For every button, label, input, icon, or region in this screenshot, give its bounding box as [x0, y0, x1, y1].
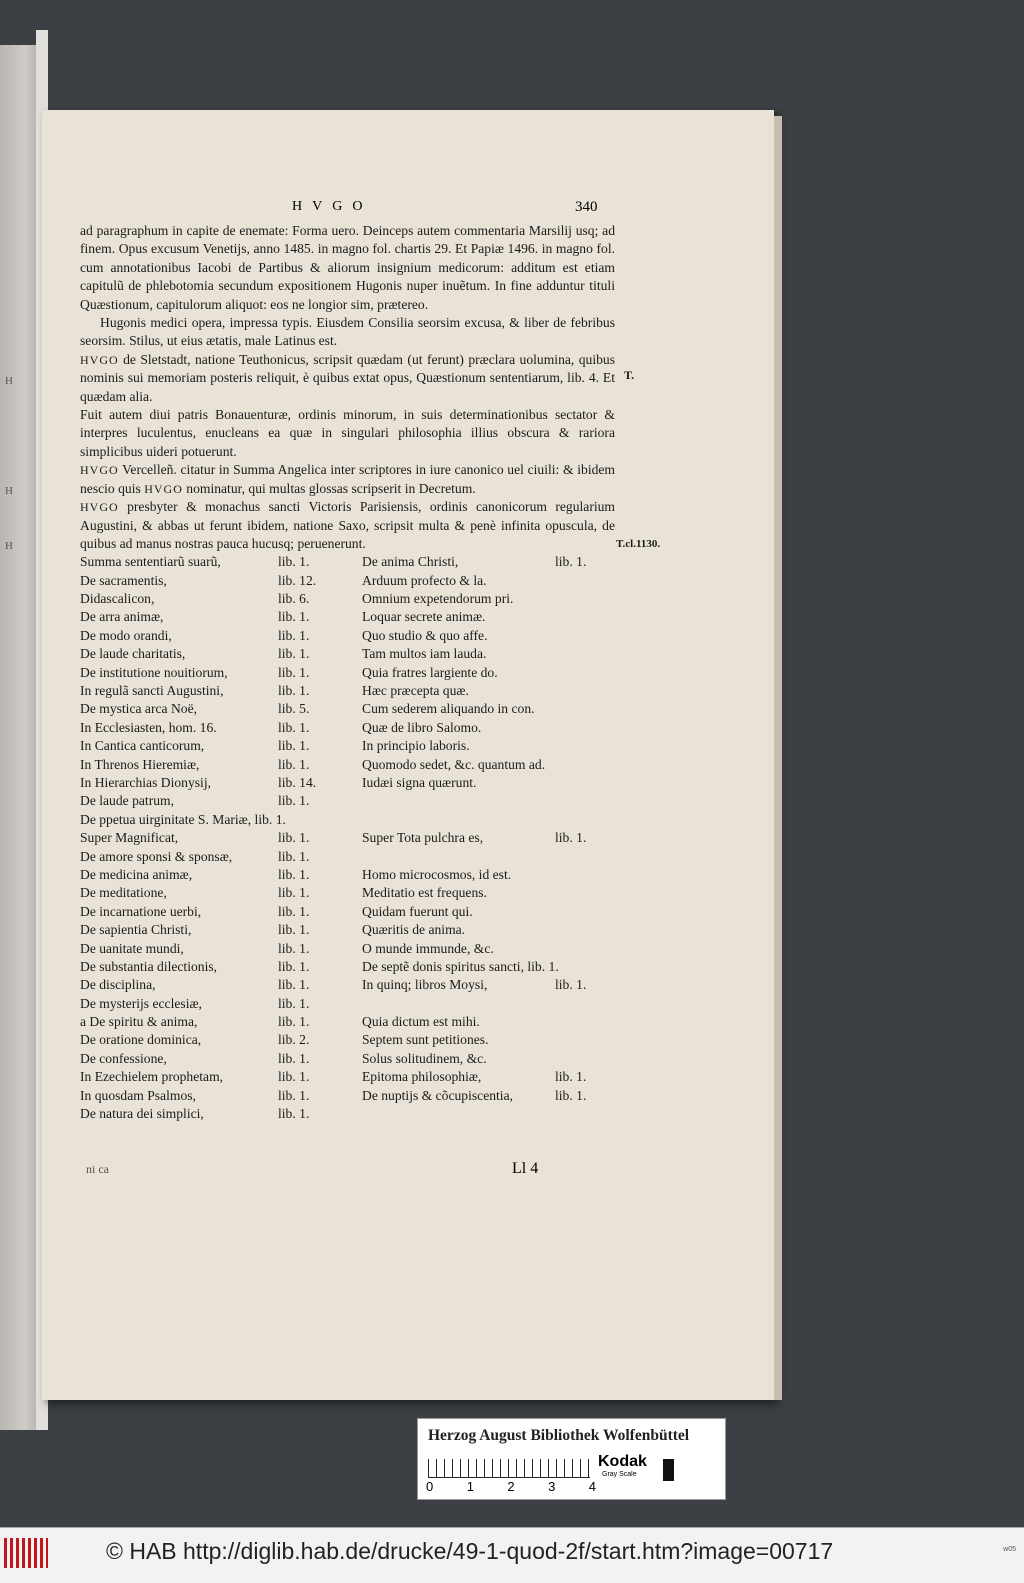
- incipit-books: [555, 572, 615, 590]
- work-row: [80, 664, 615, 682]
- work-books: lib. 1.: [278, 958, 310, 974]
- incipit-books: [555, 1013, 615, 1031]
- work-row: [80, 627, 615, 645]
- work-books: lib. 1.: [278, 848, 310, 864]
- work-books: lib. 1.: [278, 683, 310, 699]
- gray-scale-swatch: [652, 1459, 674, 1481]
- running-header: [42, 199, 774, 223]
- work-books: lib. 1.: [278, 554, 310, 570]
- incipit: Iudæi signa quærunt.: [362, 775, 477, 790]
- work-row: [80, 921, 615, 939]
- work-row: [80, 848, 615, 866]
- work-title: In Threnos Hieremiæ,: [80, 756, 200, 772]
- work-books: lib. 1.: [278, 903, 310, 919]
- work-title: De confessione,: [80, 1050, 167, 1066]
- incipit-books: lib. 1.: [555, 1087, 587, 1103]
- work-title: De oratione dominica,: [80, 1032, 202, 1048]
- work-books: lib. 1.: [278, 719, 310, 735]
- paragraph-text: de Sletstadt, natione Teuthonicus, scripsit quædam (ut ferunt) præclara uolumina, quibus nominis sui memoriam posteris reliquit, è quibus extat opus, Quæstionum sententiarum, lib. 4. Et quædam alia.: [80, 351, 615, 404]
- footer-small-text: w05: [1003, 1546, 1016, 1553]
- incipit: De nuptijs & cõcupiscentia,: [362, 1087, 514, 1103]
- incipit: Septem sunt petitiones.: [362, 1032, 489, 1048]
- work-books: lib. 1.: [278, 609, 310, 625]
- work-title: De institutione nouitiorum,: [80, 664, 228, 680]
- work-books: lib. 1.: [278, 830, 310, 846]
- work-books: lib. 1.: [278, 1050, 310, 1066]
- viewer-footer: [0, 1527, 1024, 1583]
- incipit: Quia fratres largiente do.: [362, 664, 498, 680]
- work-row: [80, 1050, 615, 1068]
- work-row: [80, 590, 615, 608]
- work-title: In regulã sancti Augustini,: [80, 683, 224, 699]
- work-title: De modo orandi,: [80, 627, 172, 643]
- work-books: lib. 1.: [278, 1069, 310, 1085]
- work-row: [80, 700, 615, 718]
- paragraph: [80, 498, 615, 553]
- incipit: Solus solitudinem, &c.: [362, 1050, 487, 1066]
- incipit-books: [555, 627, 615, 645]
- work-books: [278, 811, 362, 829]
- incipit-books: [555, 1050, 615, 1068]
- incipit-books: [555, 700, 615, 718]
- work-row: [80, 884, 615, 902]
- incipit-books: [555, 719, 615, 737]
- work-row: [80, 1068, 615, 1086]
- bleed-through-text: ni ca: [86, 1162, 109, 1176]
- author-name: HVGO: [144, 481, 183, 496]
- ruler-number: 3: [548, 1479, 556, 1494]
- work-title: In Hierarchias Dionysij,: [80, 775, 211, 790]
- incipit: Quo studio & quo affe.: [362, 627, 488, 643]
- incipit: Quæ de libro Salomo.: [362, 719, 482, 735]
- work-title: In Ecclesiasten, hom. 16.: [80, 719, 217, 735]
- incipit-books: [555, 737, 615, 755]
- incipit: Cum sederem aliquando in con.: [362, 701, 535, 717]
- work-row: [80, 1087, 615, 1105]
- paragraph-text: Vercelleñ. citatur in Summa Angelica inter scriptores in iure canonico uel ciuili: & ibidem nescio quis: [80, 462, 615, 496]
- incipit-books: lib. 1.: [555, 1069, 587, 1085]
- work-books: lib. 1.: [278, 885, 310, 901]
- incipit-books: [555, 811, 615, 829]
- incipit: Tam multos iam lauda.: [362, 646, 487, 662]
- ruler-number: 4: [588, 1479, 596, 1494]
- work-books: lib. 1.: [278, 756, 310, 772]
- work-books: lib. 1.: [278, 866, 310, 882]
- incipit-books: [555, 664, 615, 682]
- work-row: [80, 645, 615, 663]
- work-title: De disciplina,: [80, 977, 156, 993]
- incipit: Meditatio est frequens.: [362, 885, 487, 901]
- footer-url-text[interactable]: © HAB http://diglib.hab.de/drucke/49-1-quod-2f/start.htm?image=00717: [106, 1538, 834, 1564]
- paragraph: [80, 461, 615, 498]
- incipit: In principio laboris.: [362, 738, 470, 754]
- incipit: [362, 995, 555, 1013]
- work-row: [80, 866, 615, 884]
- ruler-number: 0: [426, 1479, 434, 1494]
- works-list: [80, 553, 615, 1123]
- incipit-books: [555, 774, 615, 792]
- work-row: [80, 829, 615, 847]
- brand-label: Kodak: [598, 1453, 647, 1470]
- work-title: De substantia dilectionis,: [80, 958, 218, 974]
- work-row: [80, 553, 615, 571]
- card-title: Herzog August Bibliothek Wolfenbüttel: [428, 1427, 690, 1444]
- incipit: Quæritis de anima.: [362, 922, 466, 938]
- margin-note: T.cl.1130.: [616, 538, 661, 550]
- previous-page-margin-note: H: [5, 375, 13, 387]
- incipit-books: [555, 921, 615, 939]
- work-books: lib. 1.: [278, 977, 310, 993]
- incipit-books: lib. 1.: [555, 554, 587, 570]
- incipit: O munde immunde, &c.: [362, 940, 494, 956]
- work-title: De arra animæ,: [80, 609, 164, 625]
- incipit-books: [555, 884, 615, 902]
- work-title: Didascalicon,: [80, 591, 155, 607]
- work-row: [80, 774, 615, 792]
- incipit-books: [555, 848, 615, 866]
- incipit-books: [555, 940, 615, 958]
- paragraph-text: presbyter & monachus sancti Victoris Parisiensis, ordinis canonicorum regularium Augustini, & abbas ut ferunt ibidem, natione Saxo, scripsit multa & penè infinita opuscula, de quibus ad manus nostras pauca hucusq; peruenerunt.: [80, 499, 616, 551]
- work-books: lib. 1.: [278, 922, 310, 938]
- paragraph: [80, 351, 615, 406]
- work-row: [80, 995, 615, 1013]
- incipit: Epitoma philosophiæ,: [362, 1069, 482, 1085]
- work-row: [80, 903, 615, 921]
- work-row: [80, 608, 615, 626]
- work-row: [80, 976, 615, 994]
- work-title: In Ezechielem prophetam,: [80, 1069, 224, 1085]
- work-title: De mysterijs ecclesiæ,: [80, 995, 202, 1011]
- page-text: [80, 222, 615, 1123]
- work-books: lib. 1.: [278, 940, 310, 956]
- work-row: [80, 756, 615, 774]
- author-name: HVGO: [80, 463, 119, 478]
- work-books: lib. 1.: [278, 627, 310, 643]
- signature-mark: Ll 4: [512, 1160, 539, 1177]
- work-row: [80, 1013, 615, 1031]
- work-books: lib. 5.: [278, 701, 310, 717]
- work-title: De amore sponsi & sponsæ,: [80, 848, 233, 864]
- work-books: lib. 2.: [278, 1032, 310, 1048]
- incipit: [362, 1105, 555, 1123]
- incipit: Quidam fuerunt qui.: [362, 903, 473, 919]
- incipit-books: [555, 792, 615, 810]
- incipit-books: [555, 756, 615, 774]
- work-books: lib. 1.: [278, 1106, 310, 1122]
- work-title: De sapientia Christi,: [80, 922, 192, 938]
- incipit: In quinq; libros Moysi,: [362, 977, 488, 993]
- incipit-books: lib. 1.: [555, 830, 587, 846]
- previous-page-margin-note: H: [5, 540, 13, 552]
- incipit: Homo microcosmos, id est.: [362, 866, 512, 882]
- incipit-books: [555, 866, 615, 884]
- work-row: [80, 958, 615, 976]
- work-title: In quosdam Psalmos,: [80, 1087, 196, 1103]
- work-row: [80, 682, 615, 700]
- work-title: De medicina animæ,: [80, 866, 193, 882]
- incipit-books: [555, 958, 615, 976]
- running-title: HVGO: [292, 199, 373, 214]
- work-title: De laude patrum,: [80, 793, 174, 809]
- incipit-books: [555, 682, 615, 700]
- work-title: a De spiritu & anima,: [80, 1014, 198, 1030]
- incipit: Super Tota pulchra es,: [362, 830, 484, 846]
- work-books: lib. 1.: [278, 1087, 310, 1103]
- incipit: [362, 792, 555, 810]
- work-title: De meditatione,: [80, 885, 167, 901]
- incipit: [362, 848, 555, 866]
- incipit: Hæc præcepta quæ.: [362, 683, 469, 699]
- work-title: Summa sententiarũ suarũ,: [80, 554, 221, 570]
- incipit-books: [555, 903, 615, 921]
- incipit-books: [555, 645, 615, 663]
- work-title: De ppetua uirginitate S. Mariæ, lib. 1.: [80, 811, 286, 827]
- work-books: lib. 1.: [278, 664, 310, 680]
- work-books: lib. 6.: [278, 591, 310, 607]
- brand-sublabel: Gray Scale: [602, 1471, 637, 1478]
- work-title: De incarnatione uerbi,: [80, 903, 202, 919]
- ruler-number: 2: [507, 1479, 515, 1494]
- paragraph: Fuit autem diui patris Bonauenturæ, ordinis minorum, in suis determinationibus sectator & interpres luculentus, enucleans ea quæ in singulari philosophia illius obscura & rariora simplicibus uideri potuerunt.: [80, 407, 615, 459]
- work-row: [80, 737, 615, 755]
- work-books: lib. 12.: [278, 572, 317, 588]
- work-title: De natura dei simplici,: [80, 1106, 204, 1122]
- paragraph: Hugonis medici opera, impressa typis. Eiusdem Consilia seorsim excusa, & liber de febribus seorsim. Stilus, ut eius ætatis, male Latinus est.: [80, 315, 615, 349]
- work-books: lib. 1.: [278, 793, 310, 809]
- work-row: [80, 719, 615, 737]
- ruler-scale: [428, 1459, 590, 1478]
- ruler-numbers: [426, 1479, 596, 1494]
- work-row: [80, 1105, 615, 1123]
- previous-page-margin-note: H: [5, 485, 13, 497]
- incipit: [362, 811, 555, 829]
- work-books: lib. 1.: [278, 738, 310, 754]
- incipit-books: [555, 608, 615, 626]
- work-row: [80, 792, 615, 810]
- incipit: Quomodo sedet, &c. quantum ad.: [362, 756, 546, 772]
- work-row: [80, 811, 615, 829]
- work-books: lib. 1.: [278, 995, 310, 1011]
- incipit-books: [555, 1031, 615, 1049]
- work-books: lib. 14.: [278, 775, 317, 790]
- work-row: [80, 1031, 615, 1049]
- color-reference-card: [417, 1418, 726, 1500]
- page-number: 340: [575, 199, 598, 215]
- incipit-books: [555, 995, 615, 1013]
- incipit: De septẽ donis spiritus sancti, lib. 1.: [362, 958, 559, 974]
- incipit: Omnium expetendorum pri.: [362, 591, 514, 607]
- work-row: [80, 940, 615, 958]
- incipit: Loquar secrete animæ.: [362, 609, 486, 625]
- book-page: [42, 110, 774, 1400]
- work-title: In Cantica canticorum,: [80, 738, 205, 754]
- work-title: De uanitate mundi,: [80, 940, 184, 956]
- paragraph-text: nominatur, qui multas glossas scripserit in Decretum.: [186, 480, 476, 496]
- ruler-number: 1: [466, 1479, 474, 1494]
- work-title: Super Magnificat,: [80, 830, 179, 846]
- incipit-books: [555, 1105, 615, 1123]
- hab-logo-icon: [4, 1538, 48, 1568]
- margin-note: T.: [624, 368, 635, 382]
- incipit: Quia dictum est mihi.: [362, 1014, 480, 1030]
- incipit: Arduum profecto & la.: [362, 572, 487, 588]
- work-title: De sacramentis,: [80, 572, 167, 588]
- paragraph: ad paragraphum in capite de enemate: Forma uero. Deinceps autem commentaria Marsilij usq; ad finem. Opus excusum Venetijs, anno 1485. in magno fol. chartis 29. Et Papiæ 1496. in magno fol. cum annotationibus Iacobi de Partibus & aliorum insignium medicorum: additum est etiam capitulũ de phlebotomia secundum expositionem Hugonis nuper inuẽtum. In fine adduntur tituli Quæstionum, capitulorum aliquot: eos ne longior sim, prætereo.: [80, 223, 615, 312]
- work-title: De laude charitatis,: [80, 646, 186, 662]
- incipit: De anima Christi,: [362, 554, 459, 570]
- incipit-books: [555, 590, 615, 608]
- work-books: lib. 1.: [278, 646, 310, 662]
- author-name: HVGO: [80, 500, 119, 515]
- work-row: [80, 572, 615, 590]
- work-title: De mystica arca Noë,: [80, 701, 198, 717]
- incipit-books: lib. 1.: [555, 977, 587, 993]
- work-books: lib. 1.: [278, 1014, 310, 1030]
- author-name: HVGO: [80, 352, 119, 367]
